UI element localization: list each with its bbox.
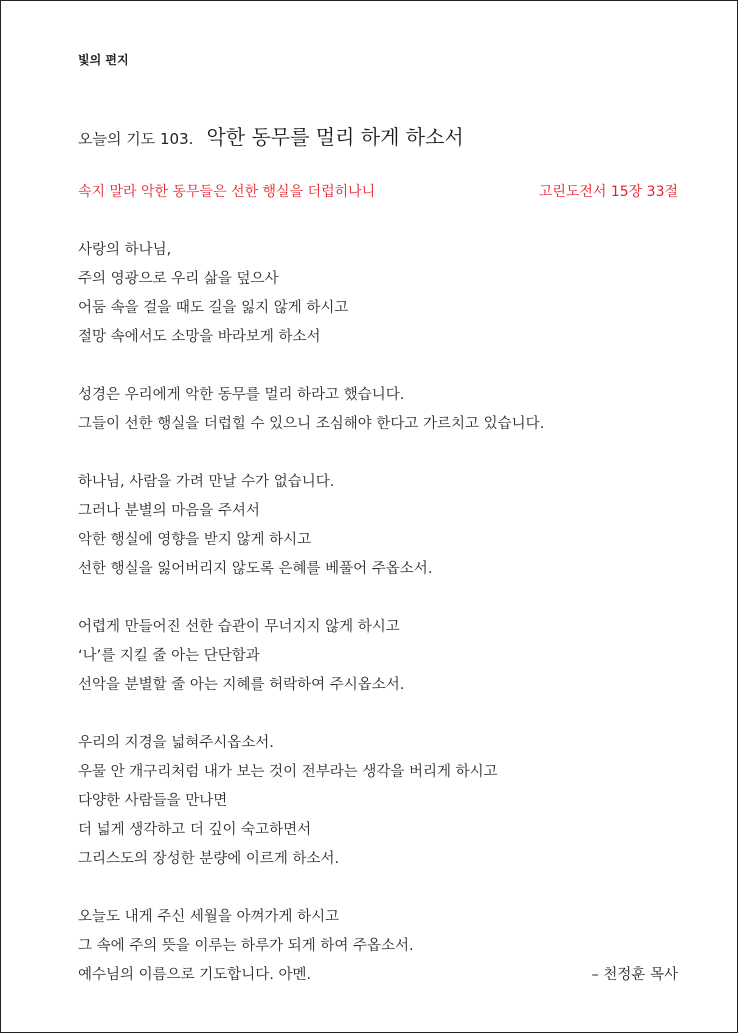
prayer-line: 그리스도의 장성한 분량에 이르게 하소서. xyxy=(78,851,340,867)
scripture-verse-text: 속지 말라 악한 동무들은 선한 행실을 더럽히나니 xyxy=(78,184,376,200)
prayer-line: 사랑의 하나님, xyxy=(78,242,172,258)
prayer-line: ‘나’를 지킬 줄 아는 단단함과 xyxy=(78,648,260,664)
prayer-line: 주의 영광으로 우리 삶을 덮으사 xyxy=(78,271,279,287)
prayer-title-row xyxy=(78,121,464,150)
prayer-line: 오늘도 내게 주신 세월을 아껴가게 하시고 xyxy=(78,909,340,925)
prayer-body xyxy=(78,236,688,990)
closing-row xyxy=(78,961,678,990)
prayer-line: 그러나 분별의 마음을 주셔서 xyxy=(78,503,260,519)
stanza xyxy=(78,381,688,439)
prayer-line: 성경은 우리에게 악한 동무를 멀리 하라고 했습니다. xyxy=(78,387,405,403)
prayer-line: 선악을 분별할 줄 아는 지혜를 허락하여 주시옵소서. xyxy=(78,677,405,693)
prayer-line: 선한 행실을 잃어버리지 않도록 은혜를 베풀어 주옵소서. xyxy=(78,561,433,577)
author-signature: – 천정훈 목사 xyxy=(591,967,678,983)
prayer-line: 하나님, 사람을 가려 만날 수가 없습니다. xyxy=(78,474,335,490)
prayer-line: 악한 행실에 영향을 받지 않게 하시고 xyxy=(78,532,312,548)
prayer-line: 절망 속에서도 소망을 바라보게 하소서 xyxy=(78,329,321,345)
stanza xyxy=(78,729,688,874)
stanza xyxy=(78,236,688,352)
closing-line: 예수님의 이름으로 기도합니다. 아멘. xyxy=(78,967,312,983)
prayer-line: 그들이 선한 행실을 더럽힐 수 있으니 조심해야 한다고 가르치고 있습니다. xyxy=(78,416,545,432)
prayer-number: 오늘의 기도 103. xyxy=(78,130,194,148)
prayer-line: 어렵게 만들어진 선한 습관이 무너지지 않게 하시고 xyxy=(78,619,400,635)
scripture-verse-row xyxy=(78,181,678,201)
prayer-title: 악한 동무를 멀리 하게 하소서 xyxy=(206,125,464,149)
stanza xyxy=(78,903,688,990)
stanza xyxy=(78,468,688,584)
prayer-line: 우리의 지경을 넓혀주시옵소서. xyxy=(78,735,274,751)
prayer-line: 더 넓게 생각하고 더 깊이 숙고하면서 xyxy=(78,822,312,838)
prayer-line: 우물 안 개구리처럼 내가 보는 것이 전부라는 생각을 버리게 하시고 xyxy=(78,764,498,780)
stanza xyxy=(78,613,688,700)
prayer-line: 다양한 사람들을 만나면 xyxy=(78,793,228,809)
scripture-reference: 고린도전서 15장 33절 xyxy=(538,184,678,200)
prayer-line: 그 속에 주의 뜻을 이루는 하루가 되게 하여 주옵소서. xyxy=(78,938,414,954)
prayer-line: 어둠 속을 걸을 때도 길을 잃지 않게 하시고 xyxy=(78,300,349,316)
publication-title: 빛의 편지 xyxy=(78,53,129,67)
